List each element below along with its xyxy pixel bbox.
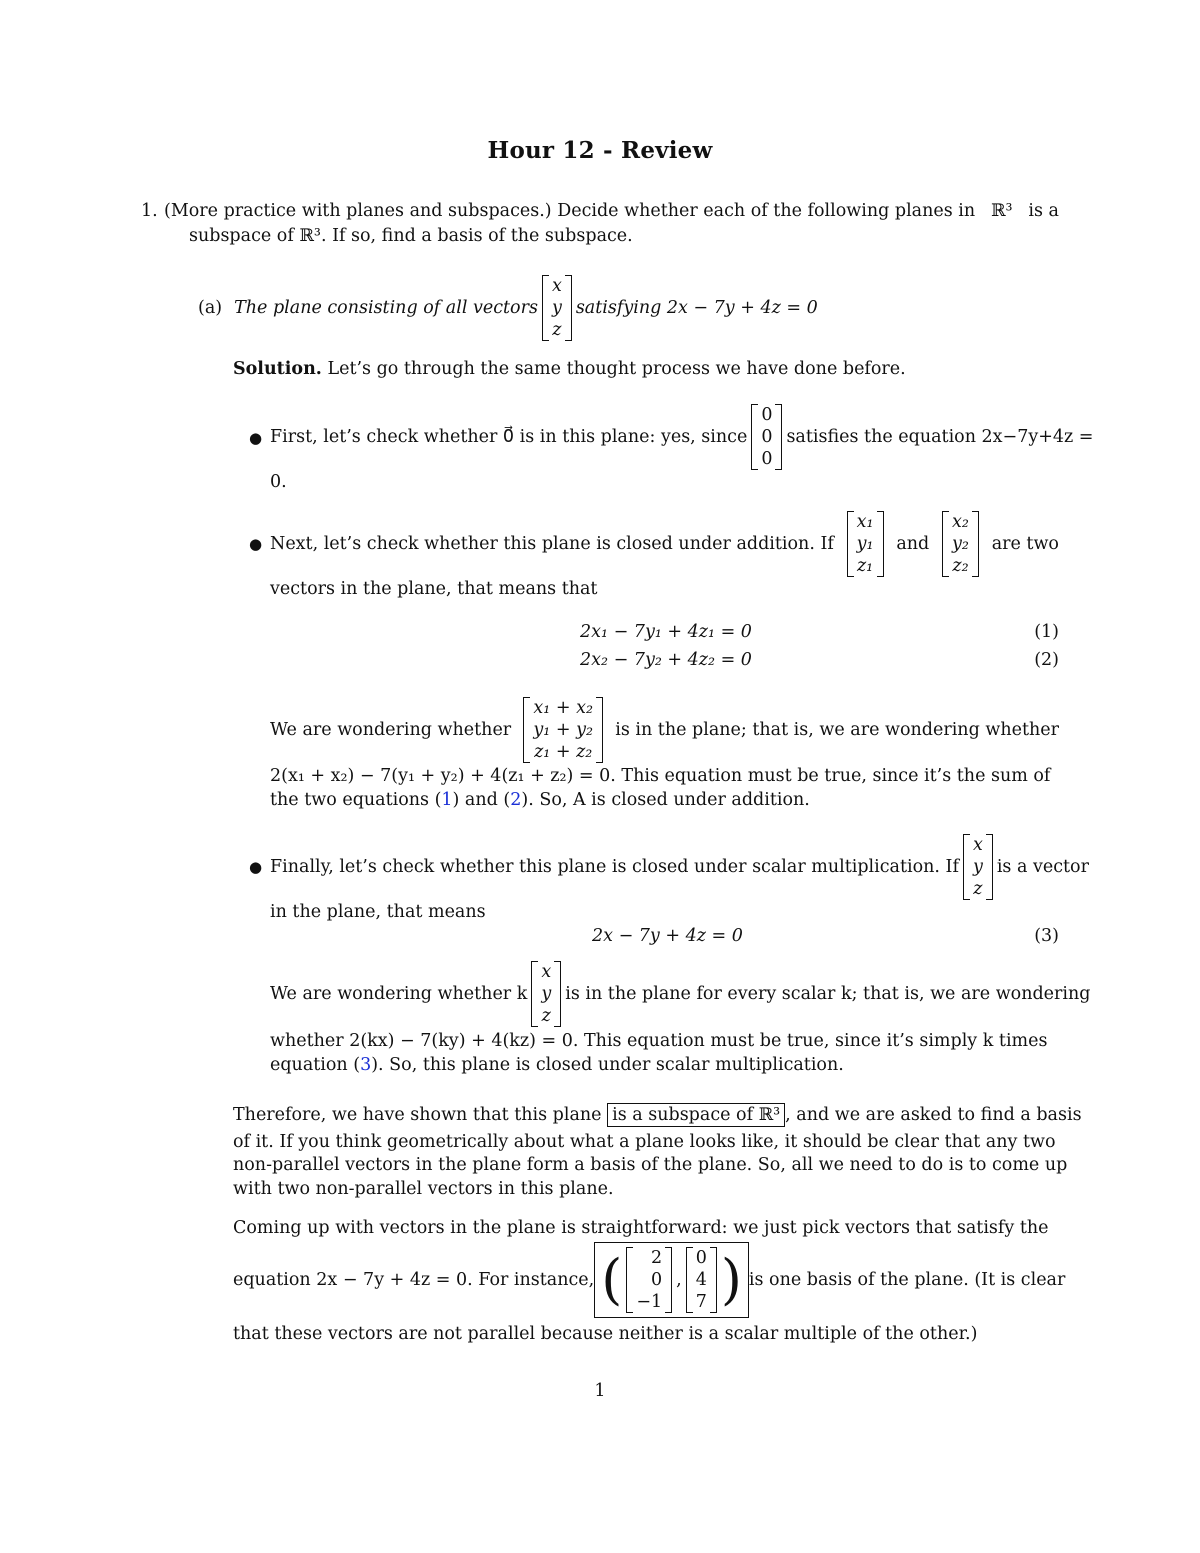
coming-line3: that these vectors are not parallel because neither is a scalar multiple of the other.): [233, 1324, 978, 1344]
vector-entry: y: [551, 298, 562, 318]
wonder-pre: We are wondering whether: [270, 720, 512, 740]
vector-entry: z: [541, 1006, 551, 1026]
vector-entry: 2: [650, 1248, 663, 1268]
line3-pre: equation (: [270, 1055, 361, 1075]
bullet-marker: ●: [249, 858, 263, 876]
left-paren: (: [601, 1248, 623, 1311]
vector-entry: y₁ + y₂: [533, 720, 593, 740]
k-vector: [531, 961, 561, 1027]
vector-entry: z: [973, 879, 983, 899]
equation-2: 2x₂ − 7y₂ + 4z₂ = 0: [580, 650, 752, 670]
bullet-marker: ●: [249, 535, 263, 553]
line3-mid: ) and (: [452, 790, 511, 810]
vector-entry: x: [541, 962, 552, 982]
therefore-post: , and we are asked to find a basis: [785, 1105, 1082, 1125]
basis-comma: ,: [676, 1270, 682, 1290]
therefore-line3: non-parallel vectors in the plane form a basis of the plane. So, all we need to do is to come up: [233, 1155, 1068, 1175]
line3-pre: the two equations (: [270, 790, 442, 810]
right-paren: ): [720, 1248, 742, 1311]
vector-entry: 0: [761, 427, 773, 447]
vector-entry: y: [972, 857, 983, 877]
vector-entry: 4: [695, 1270, 707, 1290]
solution-line: [233, 357, 906, 381]
problem-statement-text: (More practice with planes and subspaces.) Decide whether each of the following planes in: [164, 201, 976, 221]
wonder-group: [270, 961, 565, 1027]
vector-entry: x₂: [952, 512, 969, 532]
equation-ref-link[interactable]: 3: [360, 1055, 372, 1075]
basis-vector-2: [686, 1247, 717, 1313]
bullet2-pre: Next, let’s check whether this plane is closed under addition. If: [270, 534, 834, 554]
and-word: and: [896, 534, 930, 554]
equation-number-1: (1): [1034, 622, 1059, 642]
equation-1: 2x₁ − 7y₁ + 4z₁ = 0: [580, 622, 752, 642]
bullet3-line3: [270, 1053, 844, 1077]
r3-symbol-2: ℝ³: [299, 226, 321, 246]
bullet2-cont: vectors in the plane, that means that: [270, 579, 598, 599]
vector-entry: x₁ + x₂: [533, 698, 593, 718]
bullet3-line2: whether 2(kx) − 7(ky) + 4(kz) = 0. This equation must be true, since it’s simply k times: [270, 1031, 1048, 1051]
vector-entry: x₁: [856, 512, 874, 532]
coming-pre: equation 2x − 7y + 4z = 0. For instance,: [233, 1270, 595, 1290]
part-a-post: satisfying 2x − 7y + 4z = 0: [575, 298, 818, 318]
basis-vector-1: [626, 1247, 672, 1313]
vector-1: [847, 511, 884, 577]
equation-ref-link[interactable]: 2: [510, 790, 522, 810]
problem-number: 1.: [141, 201, 158, 221]
bullet-marker: ●: [249, 429, 263, 447]
bullet3-line1: [270, 829, 1089, 905]
line2-pre: subspace of: [189, 226, 294, 246]
solution-text: Let’s go through the same thought process we have done before.: [327, 359, 906, 379]
therefore-line1: [233, 1103, 1082, 1127]
page-title: Hour 12 - Review: [487, 137, 713, 164]
vector-entry: 0: [695, 1248, 707, 1268]
basis-box: [594, 1242, 749, 1318]
vector-entry: 0: [650, 1270, 663, 1290]
bullet1-cont: 0.: [270, 472, 287, 492]
vector-entry: z: [552, 320, 562, 340]
vector-entry: y: [541, 984, 552, 1004]
coming-line1: Coming up with vectors in the plane is straightforward: we just pick vectors that satisfy the: [233, 1218, 1049, 1238]
vector-entry: 0: [761, 449, 773, 469]
boxed-answer: is a subspace of ℝ³: [607, 1103, 785, 1127]
sum-vector: [523, 697, 603, 763]
vector-entry: z₁ + z₂: [534, 742, 593, 762]
vector-entry: x: [551, 276, 562, 296]
line3-post: ). So, this plane is closed under scalar multiplication.: [371, 1055, 844, 1075]
bullet3-pre: Finally, let’s check whether this plane is closed under scalar multiplication. If: [270, 857, 959, 877]
line3-post: ). So, A is closed under addition.: [521, 790, 810, 810]
vector-entry: z₂: [952, 556, 969, 576]
part-a-pre: The plane consisting of all vectors: [234, 298, 538, 318]
equation-ref-link[interactable]: 1: [441, 790, 453, 810]
bullet2-wonder-line: [270, 692, 1059, 768]
bullet2-line1: [270, 506, 1059, 582]
part-a: [198, 270, 818, 346]
bullet3-post: is a vector: [996, 857, 1089, 877]
line2-post: . If so, find a basis of the subspace.: [320, 226, 633, 246]
therefore-line4: with two non-parallel vectors in this plane.: [233, 1179, 614, 1199]
vector-entry: 7: [695, 1292, 707, 1312]
r3-symbol: ℝ³: [991, 201, 1013, 221]
wonder-post: is in the plane for every scalar k; that is, we are wondering: [565, 984, 1091, 1004]
wonder-pre: We are wondering whether k: [270, 984, 528, 1004]
vector-xyz: [542, 275, 572, 341]
solution-label: Solution.: [233, 359, 322, 379]
problem-statement-line1: [164, 199, 1059, 223]
coming-post: is one basis of the plane. (It is clear: [748, 1270, 1066, 1290]
wonder-post: is in the plane; that is, we are wondering whether: [615, 720, 1059, 740]
bullet2-post: are two: [991, 534, 1059, 554]
bullet2-line3: [270, 788, 810, 812]
vector-entry: −1: [636, 1292, 663, 1312]
bullet3-cont: in the plane, that means: [270, 902, 486, 922]
equation-number-3: (3): [1034, 926, 1059, 946]
bullet3-wonder-line: [270, 956, 1091, 1032]
therefore-pre: Therefore, we have shown that this plane: [233, 1105, 602, 1125]
equation-3: 2x − 7y + 4z = 0: [592, 926, 743, 946]
bullet2-line2: 2(x₁ + x₂) − 7(y₁ + y₂) + 4(z₁ + z₂) = 0. This equation must be true, since it’s the sum of: [270, 766, 1051, 786]
vector-entry: x: [972, 835, 983, 855]
bullet1-line1: [270, 399, 1094, 475]
therefore-line2: of it. If you think geometrically about what a plane looks like, it should be clear that any two: [233, 1132, 1056, 1152]
problem-statement-end: is a: [1028, 201, 1059, 221]
vector-entry: y₁: [856, 534, 874, 554]
problem-statement-line2: [189, 224, 633, 248]
vector-xyz-2: [963, 834, 993, 900]
vector-2: [942, 511, 979, 577]
zero-vector: [751, 404, 782, 470]
coming-line2: [233, 1238, 1066, 1322]
vector-entry: z₁: [856, 556, 874, 576]
equation-number-2: (2): [1034, 650, 1059, 670]
page-number: 1: [594, 1381, 606, 1401]
bullet1-post: satisfies the equation 2x−7y+4z =: [786, 427, 1094, 447]
vector-entry: 0: [761, 405, 773, 425]
bullet1-pre: First, let’s check whether 0⃗ is in this plane: yes, since: [270, 427, 748, 447]
part-a-label: (a): [198, 298, 223, 318]
vector-entry: y₂: [952, 534, 969, 554]
